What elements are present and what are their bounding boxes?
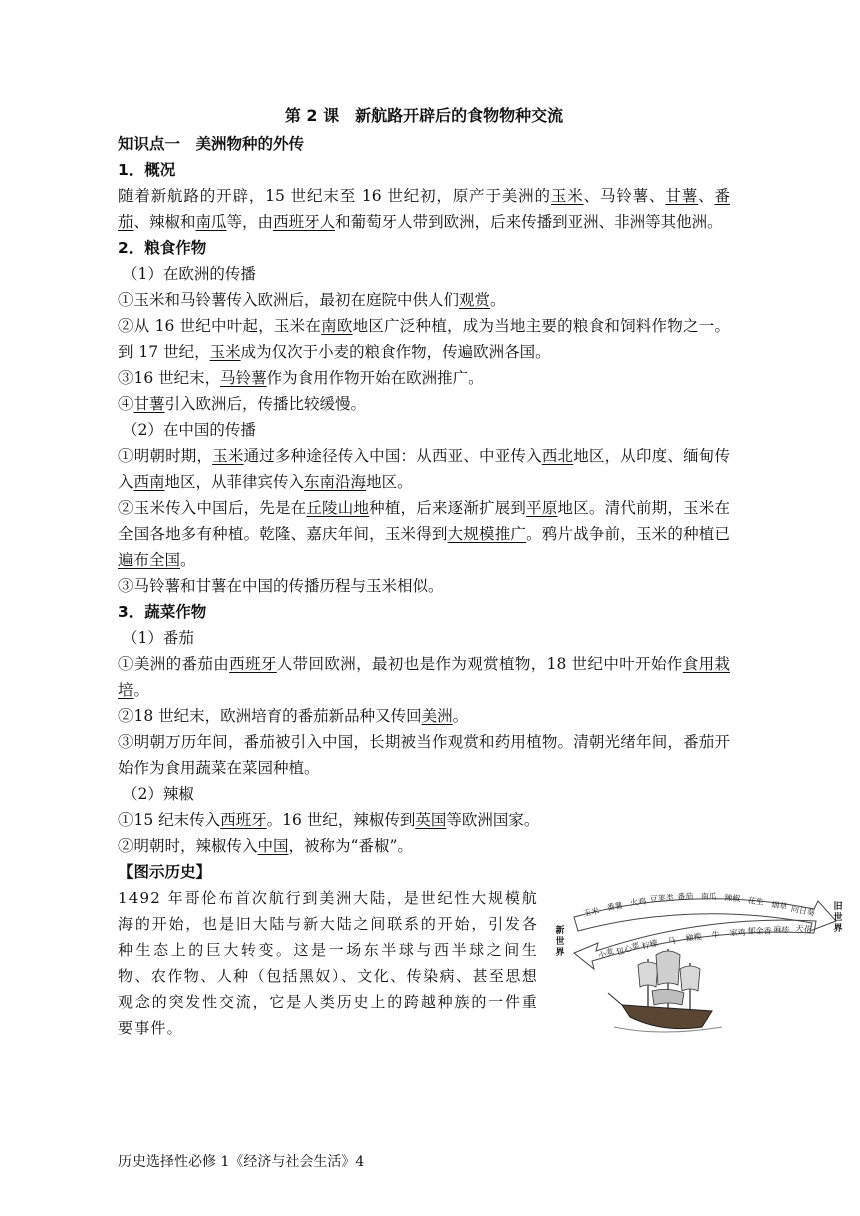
exchange-item-label: 郁金香 [747, 926, 772, 936]
exchange-item-label: 家鸡 [729, 928, 746, 938]
grain-china-list [118, 443, 730, 599]
underlined-keyword: 番茄 [118, 187, 730, 231]
underlined-keyword: 中国 [257, 837, 289, 855]
underlined-keyword: 南欧 [321, 317, 353, 335]
underlined-keyword: 玉米 [550, 187, 584, 205]
list-item: ①15 纪末传入西班牙。16 世纪，辣椒传到英国等欧洲国家。 [118, 811, 540, 829]
exchange-item-label: 南瓜 [700, 891, 717, 902]
underlined-keyword: 西班牙 [229, 655, 277, 673]
underlined-keyword: 南瓜 [195, 213, 227, 231]
exchange-item-label: 向日葵 [790, 904, 816, 918]
exchange-item-label: 包心菜 [615, 941, 641, 957]
list-item: ③明朝万历年间，番茄被引入中国，长期被当作观赏和药用植物。清朝光绪年间，番茄开始作为食用蔬菜在菜园种植。 [118, 733, 730, 777]
underlined-keyword: 甘薯 [133, 395, 165, 413]
section-heading-vegetables: 3．蔬菜作物 [118, 603, 207, 621]
exchange-item-label: 火鸡 [629, 896, 647, 908]
exchange-item-label: 花生 [747, 895, 765, 907]
exchange-item-label: 辣椒 [723, 893, 741, 904]
underlined-keyword: 大规模推广 [447, 525, 527, 543]
underlined-keyword: 遍布全国 [118, 551, 181, 569]
pepper-list [118, 807, 730, 859]
underlined-keyword: 食用栽培 [118, 655, 730, 699]
section-heading-grain: 2．粮食作物 [118, 239, 207, 257]
exchange-item-label: 橄榄 [685, 932, 703, 944]
exchange-item-label: 豆荚类 [649, 893, 675, 904]
list-item: ②18 世纪末，欧洲培育的番茄新品种又传回美洲。 [118, 707, 469, 725]
underlined-keyword: 观赏 [459, 291, 491, 309]
subheading-europe: （1）在欧洲的传播 [122, 265, 256, 283]
underlined-keyword: 玉米 [209, 343, 241, 361]
list-item: ①玉米和马铃薯传入欧洲后，最初在庭院中供人们观赏。 [118, 291, 506, 309]
underlined-keyword: 西北 [541, 447, 574, 465]
underlined-keyword: 丘陵山地 [306, 499, 370, 517]
underlined-keyword: 甘薯 [665, 187, 699, 205]
exchange-item-label: 天花 [794, 923, 812, 935]
subheading-pepper: （2）辣椒 [122, 785, 194, 803]
illustrated-history-text: 1492 年哥伦布首次航行到美洲大陆，是世纪性大规模航海的开始，也是旧大陆与新大陆之间联系的开始，引发各种生态上的巨大转变。这是一场东半球与西半球之间生物、农作物、人种（包括黑奴）、文化、传染病、甚至思想观念的突发性交流，它是人类历史上的跨越种族的一件重要事件。 [118, 889, 538, 1037]
document-content [118, 103, 843, 1045]
underlined-keyword: 平原 [526, 499, 558, 517]
subheading-china: （2）在中国的传播 [122, 421, 256, 439]
underlined-keyword: 玉米 [212, 447, 244, 465]
new-world-label: 新世界 [555, 926, 565, 958]
overview-paragraph: 随着新航路的开辟，15 世纪末至 16 世纪初，原产于美洲的玉米、马铃薯、甘薯、番茄、辣椒和南瓜等，由西班牙人和葡萄牙人带到欧洲，后来传播到亚洲、非洲等其他洲。 [118, 187, 730, 231]
knowledge-point-heading: 知识点一 美洲物种的外传 [118, 135, 305, 153]
underlined-keyword: 东南沿海 [304, 473, 367, 491]
exchange-item-label: 番茄 [677, 892, 694, 902]
list-item: ②玉米传入中国后，先是在丘陵山地种植，后来逐渐扩展到平原地区。清代前期，玉米在全国各地多有种植。乾隆、嘉庆年间，玉米得到大规模推广。鸦片战争前，玉米的种植已遍布全国。 [118, 499, 730, 569]
list-item: ①美洲的番茄由西班牙人带回欧洲，最初也是作为观赏植物，18 世纪中叶开始作食用栽培。 [118, 655, 730, 699]
underlined-keyword: 美洲 [421, 707, 453, 725]
sailing-ship-icon [608, 949, 722, 1032]
page-footer: 历史选择性必修 1《经济与社会生活》4 [118, 1154, 365, 1170]
list-item: ②明朝时，辣椒传入中国，被称为“番椒”。 [118, 837, 413, 855]
exchange-item-label: 马 [667, 935, 677, 947]
grain-europe-list [118, 287, 730, 417]
underlined-keyword: 马铃薯 [220, 369, 267, 387]
list-item: ②从 16 世纪中叶起，玉米在南欧地区广泛种植，成为当地主要的粮食和饲料作物之一。到 17 世纪，玉米成为仅次于小麦的粮食作物，传遍欧洲各国。 [118, 317, 730, 361]
underlined-keyword: 英国 [415, 811, 447, 829]
list-item: ③马铃薯和甘薯在中国的传播历程与玉米相似。 [118, 577, 444, 595]
tomato-list [118, 651, 730, 781]
exchange-item-label: 番薯 [606, 900, 624, 913]
illustrated-history-block [118, 885, 843, 1045]
exchange-item-label: 小麦 [596, 946, 616, 961]
section-heading-overview: 1．概况 [118, 161, 176, 179]
underlined-keyword: 西班牙 [220, 811, 267, 829]
lesson-title: 第 2 课 新航路开辟后的食物物种交流 [284, 106, 564, 125]
illustrated-history-tag: 【图示历史】 [118, 863, 212, 881]
exchange-item-label: 牛 [711, 930, 721, 940]
underlined-keyword: 西班牙人 [273, 213, 336, 231]
columbian-exchange-illustration [552, 887, 844, 1037]
old-world-label: 旧世界 [833, 902, 843, 934]
underlined-keyword: 西南 [133, 473, 165, 491]
subheading-tomato: （1）番茄 [122, 629, 194, 647]
exchange-item-label: 烟草 [770, 900, 788, 912]
list-item: ①明朝时期，玉米通过多种途径传入中国：从西亚、中亚传入西北地区，从印度、缅甸传入西南地区，从菲律宾传入东南沿海地区。 [118, 447, 730, 491]
list-item: ③16 世纪末，马铃薯作为食用作物开始在欧洲推广。 [118, 369, 484, 387]
exchange-item-label: 柠檬 [641, 938, 659, 952]
exchange-item-label: 麻疹 [773, 924, 790, 935]
list-item: ④甘薯引入欧洲后，传播比较缓慢。 [118, 395, 367, 413]
exchange-item-label: 玉米 [582, 906, 600, 919]
